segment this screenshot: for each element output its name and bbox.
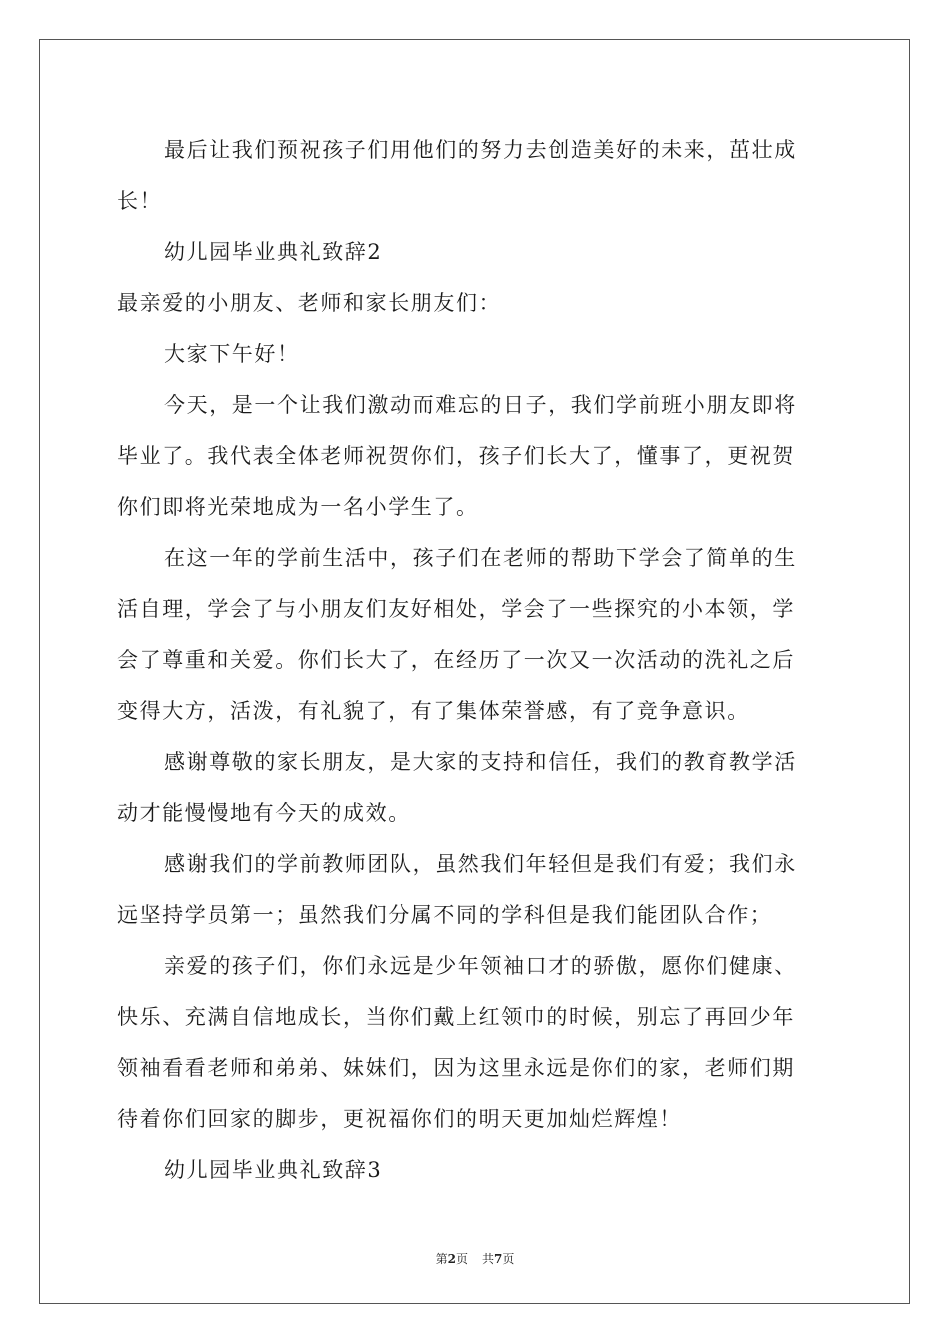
paragraph-line: 你们即将光荣地成为一名小学生了。 — [117, 495, 479, 519]
paragraph-line: 会了尊重和关爱。你们长大了，在经历了一次又一次活动的洗礼之后 — [117, 648, 795, 672]
paragraph-line: 活自理，学会了与小朋友们友好相处，学会了一些探究的小本领，学 — [117, 597, 795, 621]
paragraph-line: 在这一年的学前生活中，孩子们在老师的帮助下学会了简单的生 — [164, 546, 797, 570]
paragraph-line: 长！ — [117, 189, 163, 213]
document-body — [117, 125, 833, 1196]
paragraph-line: 远坚持学员第一；虽然我们分属不同的学科但是我们能团队合作； — [117, 903, 773, 927]
paragraph-line: 毕业了。我代表全体老师祝贺你们，孩子们长大了，懂事了，更祝贺 — [117, 444, 795, 468]
section-heading: 幼儿园毕业典礼致辞2 — [164, 240, 383, 264]
page-suffix: 页 — [455, 1252, 468, 1266]
page-current: 2 — [447, 1252, 456, 1266]
salutation: 最亲爱的小朋友、老师和家长朋友们： — [117, 291, 502, 315]
paragraph-line: 变得大方，活泼，有礼貌了，有了集体荣誉感，有了竞争意识。 — [117, 699, 750, 723]
greeting: 大家下午好！ — [164, 342, 300, 366]
paragraph-line: 感谢尊敬的家长朋友，是大家的支持和信任，我们的教育教学活 — [164, 750, 797, 774]
total-prefix: 共 — [482, 1252, 495, 1266]
paragraph-line: 动才能慢慢地有今天的成效。 — [117, 801, 411, 825]
paragraph-line: 最后让我们预祝孩子们用他们的努力去创造美好的未来，茁壮成 — [164, 138, 797, 162]
paragraph-line: 感谢我们的学前教师团队，虽然我们年轻但是我们有爱；我们永 — [164, 852, 797, 876]
paragraph-line: 待着你们回家的脚步，更祝福你们的明天更加灿烂辉煌！ — [117, 1107, 682, 1131]
page-total: 7 — [494, 1252, 503, 1266]
paragraph-line: 领袖看看老师和弟弟、妹妹们，因为这里永远是你们的家，老师们期 — [117, 1056, 795, 1080]
page-footer — [0, 1250, 950, 1267]
page-prefix: 第 — [435, 1252, 448, 1266]
paragraph-line: 今天，是一个让我们激动而难忘的日子，我们学前班小朋友即将 — [164, 393, 797, 417]
paragraph-line: 快乐、充满自信地成长，当你们戴上红领巾的时候，别忘了再回少年 — [117, 1005, 795, 1029]
section-heading: 幼儿园毕业典礼致辞3 — [164, 1158, 383, 1182]
paragraph-line: 亲爱的孩子们，你们永远是少年领袖口才的骄傲，愿你们健康、 — [164, 954, 797, 978]
total-suffix: 页 — [502, 1252, 515, 1266]
